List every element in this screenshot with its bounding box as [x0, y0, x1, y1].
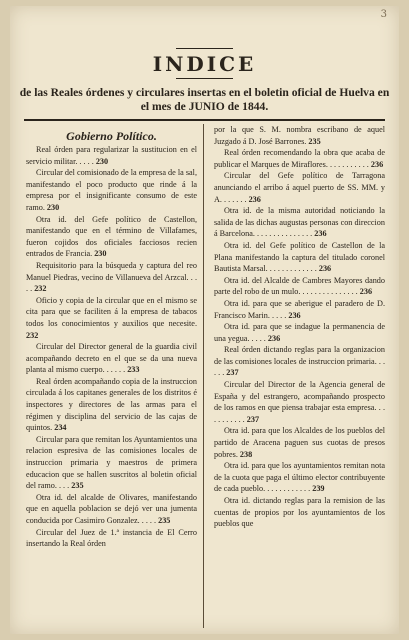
entry-text: Circular para que remitan los Ayuntamientos una relacion espresiva de las comisiones locales de instruccion primaria y maestros de primera educacion que se hallen suscritos al boletin oficial del ramo. . . . 235	[26, 434, 197, 491]
entry-page-number: 230	[95, 156, 109, 166]
entry-page-number: 236	[314, 229, 327, 239]
page-number: 3	[380, 9, 387, 20]
entry-page-number: 237	[246, 414, 260, 424]
index-entry	[214, 321, 385, 344]
index-columns	[26, 124, 385, 628]
index-page	[10, 6, 399, 634]
header-divider	[24, 119, 385, 121]
entry-text: Otra id. de la misma autoridad noticiando la salida de las dichas augustas personas con direccion á Barcelona. . . . . . . . . . . . . . . 236	[214, 206, 385, 239]
entry-page-number: 239	[312, 484, 325, 494]
index-entry	[214, 170, 385, 205]
entry-page-number: 236	[248, 194, 261, 204]
entry-text: Oficio y copia de la circular que en el mismo se cita para que se faciliten á la empresa de tabacos todos los conocimientos y auxilios que necesite. 232	[26, 295, 197, 340]
entry-page-number: 237	[226, 368, 239, 378]
entry-text: Real órden recomendando la obra que acaba de publicar el Marques de Miraflores. . . . . . . . . . . 236	[214, 148, 385, 169]
entry-page-number: 236	[267, 333, 281, 343]
entry-text: Otra id. dictando reglas para la remision de las cuentas de propios por los ayuntamientos de los pueblos que	[214, 496, 385, 529]
title-rule-top	[176, 48, 233, 49]
index-entry	[214, 147, 385, 170]
entry-text: Otra id. para que se aberigue el paradero de D. Francisco Marin. . . . . 236	[214, 298, 385, 320]
entry-text: Circular del comisionado de la empresa de la sal, manifestando el poco producto que rinde á la empresa por el insignificante consumo de este ramo. 230	[26, 168, 197, 212]
entry-page-number: 238	[239, 449, 253, 459]
index-entry	[26, 214, 197, 260]
entry-text: Real órden dictando reglas para la organizacion de las comisiones locales de instruccion primaria. . . . . . 237	[214, 345, 385, 378]
index-entry	[214, 275, 385, 298]
index-entry	[26, 260, 197, 295]
entry-page-number: 235	[308, 136, 321, 146]
entry-page-number: 233	[127, 365, 140, 375]
index-entry	[214, 379, 385, 425]
index-entry	[26, 376, 197, 434]
entry-text: Otra id. para que los ayuntamientos remitan nota de la cuota que paga el último elector contribuyente de cada pueblo. . . . . . . . . . . . 239	[214, 461, 385, 494]
section-heading: Gobierno Político.	[66, 129, 157, 143]
entry-page-number: 236	[318, 264, 332, 274]
entry-text: Real órden acompañando copia de la instruccion circulada á los capitanes generales de los distritos é inspectores y directores de las armas para el régimen y disciplina del servicio de las cajas de quintos. 234	[26, 376, 197, 433]
entry-page-number: 234	[54, 423, 67, 433]
entry-page-number: 235	[71, 481, 84, 491]
entry-page-number: 236	[359, 287, 373, 297]
index-entry	[214, 298, 385, 321]
index-entry	[214, 124, 385, 147]
right-column	[214, 124, 385, 628]
entry-text: Circular del Gefe político de Tarragona anunciando el arribo á aquel puerto de SS. MM. y A. . . . . . . 236	[214, 171, 385, 204]
index-entry	[26, 144, 197, 167]
index-entry	[214, 205, 385, 240]
left-column	[26, 124, 204, 628]
index-subtitle: de las Reales órdenes y circulares insertas en el boletin oficial de Huelva en el mes de JUNIO de 1844.	[19, 86, 390, 113]
index-entry	[26, 492, 197, 527]
entry-page-number: 230	[46, 202, 60, 212]
index-entry	[214, 240, 385, 275]
entry-text: Otra id. para que los Alcaldes de los pueblos del partido de Aracena paguen sus cuotas de presos pobres. 238	[214, 426, 385, 459]
entry-page-number: 232	[34, 284, 47, 294]
index-entry	[214, 460, 385, 495]
entry-text: Circular del Director general de la guardia civil acompañando decreto en el que se da una nueva planta al mismo cuerpo. . . . . . 233	[26, 342, 197, 375]
title-rule-bottom	[176, 78, 233, 79]
entry-text: Requisitorio para la búsqueda y captura del reo Manuel Piedras, vecino de Villanueva del Arzcal. . . . . 232	[26, 260, 197, 294]
index-entry	[26, 341, 197, 376]
index-entry	[26, 167, 197, 213]
index-entry	[26, 295, 197, 341]
index-entry	[214, 344, 385, 379]
entry-text: Otra id. del Alcalde de Cambres Mayores dando parte del robo de un mulo. . . . . . . . . . . . . . . 236	[214, 275, 385, 297]
entry-text: Real órden para regularizar la sustitucion en el servicio militar. . . . . 230	[26, 145, 197, 166]
entry-text: Otra id. del alcalde de Olivares, manifestando que en aquella poblacion se dejó ver una jumenta conducida por Casimiro Gonzalez. . . . . 235	[26, 492, 197, 525]
index-entry	[214, 495, 385, 530]
entry-text: Otra id. para que se indague la permanencia de una yegua. . . . . 236	[214, 322, 385, 343]
entry-page-number: 236	[370, 159, 384, 169]
entry-text: Circular del Director de la Agencia general de España y del estrangero, acompañando prospecto de los ramos en que piensa trabajar esta empresa. . . . . . . . . . . 237	[214, 380, 385, 424]
entry-page-number: 236	[288, 310, 301, 320]
index-entry	[26, 527, 197, 550]
index-title: INDICE	[152, 52, 257, 76]
index-entry	[214, 425, 385, 460]
entry-page-number: 232	[26, 330, 39, 340]
entry-page-number: 235	[158, 516, 171, 525]
entry-text: Otra id. del Gefe político de Castellon, manifestando que en el término de Villafames, fueron cojidos dos oficiales facciosos recien entrados de Francia. 230	[26, 214, 197, 259]
entry-page-number: 230	[94, 249, 107, 259]
entry-text: Circular del Juez de 1.ª instancia de El Cerro insertando la Real órden	[26, 527, 197, 549]
entry-text: por la que S. M. nombra escribano de aquel Juzgado á D. José Barrones. 235	[214, 125, 385, 146]
entry-text: Otra id. del Gefe político de Castellon de la Plana manifestando la captura del titulado coronel Bautista Marsal. . . . . . . . . . . . . 236	[214, 240, 385, 274]
index-entry	[26, 434, 197, 492]
